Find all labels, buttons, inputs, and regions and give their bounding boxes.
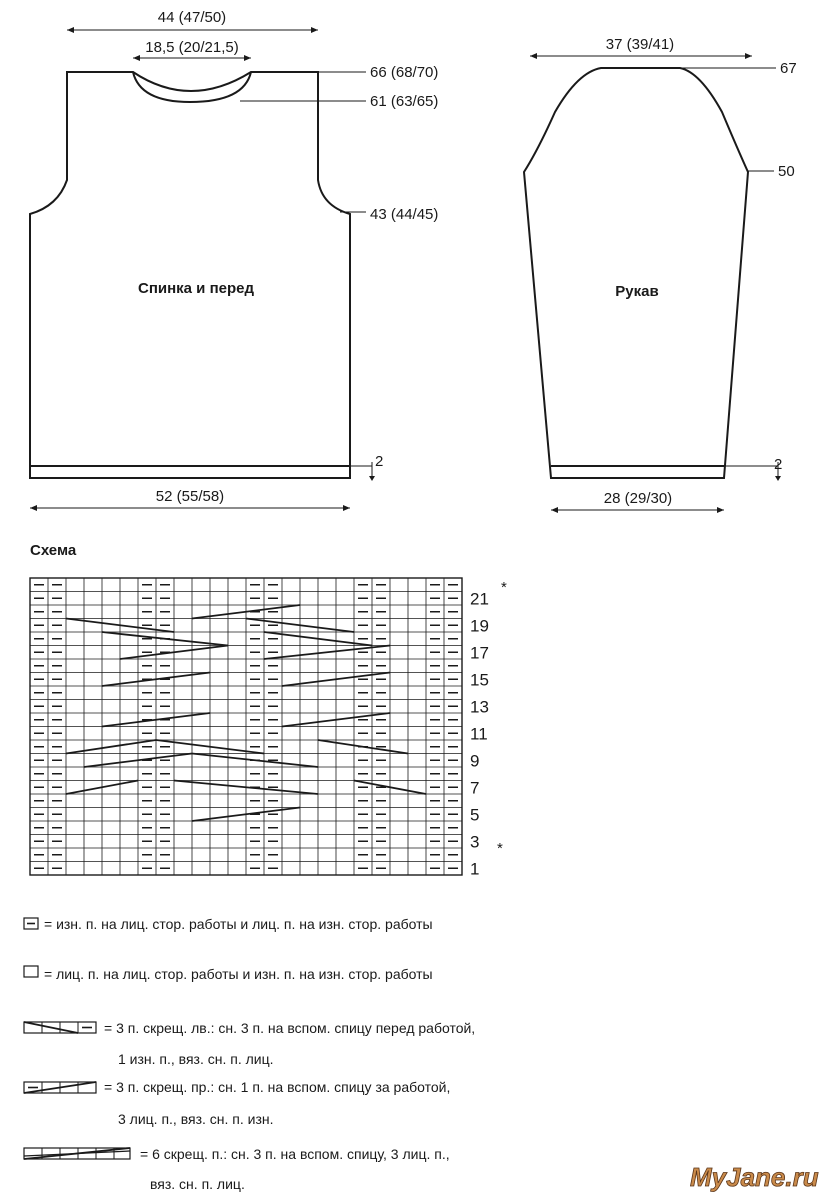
sleeve-width-bottom-label: 28 (29/30) [603,490,673,507]
legend [24,916,475,1192]
legend-symbol-cross6 [24,1148,130,1159]
body-armhole-label: 43 (44/45) [370,206,439,223]
body-height-total-label: 66 (68/70) [370,64,439,81]
legend-symbol-purl [24,918,38,929]
chart-row-number: 19 [470,616,489,636]
chart-row-number: 7 [470,778,480,798]
legend-cross6-text: = 6 скрещ. п.: сн. 3 п. на вспом. спицу, 3 лиц. п., [140,1146,450,1162]
sleeve-piece [524,36,797,510]
chart-row-number: 15 [470,670,489,690]
repeat-mark-top: * [501,579,507,596]
body-title: Спинка и перед [137,280,255,297]
legend-cross3-left-text2: 1 изн. п., вяз. сн. п. лиц. [118,1051,274,1067]
sleeve-title: Рукав [615,283,659,300]
legend-cross6-text2: вяз. сн. п. лиц. [150,1176,245,1192]
legend-knit-text: = лиц. п. на лиц. стор. работы и изн. п. на изн. стор. работы [44,966,433,982]
body-neck-front-line [133,72,251,102]
body-piece [30,9,438,508]
legend-cross3-right-text2: 3 лиц. п., вяз. сн. п. изн. [118,1111,274,1127]
legend-symbol-cross3-left [24,1022,96,1033]
body-width-top-label: 44 (47/50) [157,9,227,26]
sleeve-outline [524,68,748,478]
body-neck-depth-label: 61 (63/65) [370,93,439,110]
chart-row-number: 1 [470,859,480,879]
legend-purl-text: = изн. п. на лиц. стор. работы и лиц. п. на изн. стор. работы [44,916,433,932]
chart-row-number: 13 [470,697,489,717]
body-hem-label: 2 [375,453,384,470]
chart-title: Схема [30,542,77,559]
body-neck-width-label: 18,5 (20/21,5) [145,39,239,56]
watermark: MyJane.ru [690,1162,819,1192]
chart-row-number: 5 [470,805,480,825]
sleeve-hem-label: 2 [774,456,783,473]
legend-cross3-right-text: = 3 п. скрещ. пр.: сн. 1 п. на вспом. спицу за работой, [104,1079,451,1095]
chart-row-numbers [470,589,489,878]
body-outline [30,72,350,478]
chart-row-number: 21 [470,589,489,609]
legend-symbol-cross3-right [24,1082,96,1093]
chart-row-number: 17 [470,643,489,663]
legend-symbol-knit [24,966,38,977]
sleeve-width-top-label: 37 (39/41) [605,36,675,53]
stitch-chart [30,578,462,875]
legend-cross3-left-text: = 3 п. скрещ. лв.: сн. 3 п. на вспом. спицу перед работой, [104,1020,476,1036]
repeat-mark-bottom: * [497,840,503,857]
chart-row-number: 3 [470,832,480,852]
sleeve-cap-start-label: 50 [778,163,795,180]
sleeve-height-total-label: 67 [780,60,797,77]
chart-row-number: 11 [470,724,488,744]
chart-row-number: 9 [470,751,480,771]
body-width-bottom-label: 52 (55/58) [155,488,225,505]
